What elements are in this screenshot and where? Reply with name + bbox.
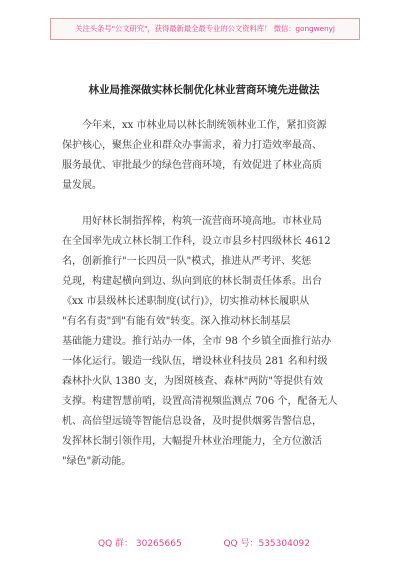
paragraph-line: 兑现，构建起横向到边、纵向到底的林长制责任体系。出台 (62, 276, 322, 287)
footer-qq: QQ 号：535304092 (223, 539, 311, 549)
paragraph-line: "绿色"新动能。 (62, 456, 132, 467)
paragraph-line: "有名有责"到"有能有效"转变。深入推动林长制基层 (62, 316, 291, 327)
document-title: 林业局推深做实林长制优化林业营商环境先进做法 (88, 84, 320, 96)
footer-contact (0, 536, 408, 549)
paragraph-line: 支撑。构建智慧前哨，设置高清视频监测点 706 个，配备无人 (62, 396, 338, 407)
banner-text: 关注头条号"公文研究"，获得最新最全最专业的公文资料库！ 微信：gongwenyj (75, 24, 335, 33)
paragraph-intro (62, 116, 326, 196)
paragraph-line: 发挥林长制引领作用，大幅提升林业治理能力，全方位激活 (62, 436, 322, 447)
footer-qq-group: QQ 群： 30265665 (97, 539, 182, 549)
header-banner (50, 18, 360, 40)
paragraph-line: 名，创新推行"一长四员一队"模式，推进从严考评、奖惩 (62, 256, 312, 267)
paragraph-line: 一体化运行。锻造一线队伍，增设林业科技员 281 名和村级 (62, 356, 328, 367)
paragraph-body (62, 212, 337, 472)
paragraph-line: 用好林长制指挥棒，构筑一流营商环境高地。市林业局 (82, 216, 322, 227)
paragraph-line: 量发展。 (62, 180, 102, 191)
paragraph-line: 在全国率先成立林长制工作科，设立市县乡村四级林长 4612 (62, 236, 331, 247)
paragraph-line: 机、高倍望远镜等智能信息设备，及时提供烟雾告警信息， (62, 416, 322, 427)
paragraph-line: 森林扑火队 1380 支，为图斑核查、森林"两防"等提供有效 (62, 376, 324, 387)
paragraph-line: 服务最优、审批最少的绿色营商环境，有效促进了林业高质 (62, 160, 322, 171)
paragraph-line: 今年来，xx 市林业局以林长制统领林业工作，紧扣资源 (82, 120, 327, 131)
paragraph-line: 保护核心，聚焦企业和群众办事需求，着力打造效率最高、 (62, 140, 322, 151)
paragraph-line: 《xx 市县级林长述职制度(试行)》，切实推动林长履职从 (62, 296, 310, 307)
paragraph-line: 基础能力建设。推行站办一体，全市 98 个乡镇全面推行站办 (62, 336, 332, 347)
